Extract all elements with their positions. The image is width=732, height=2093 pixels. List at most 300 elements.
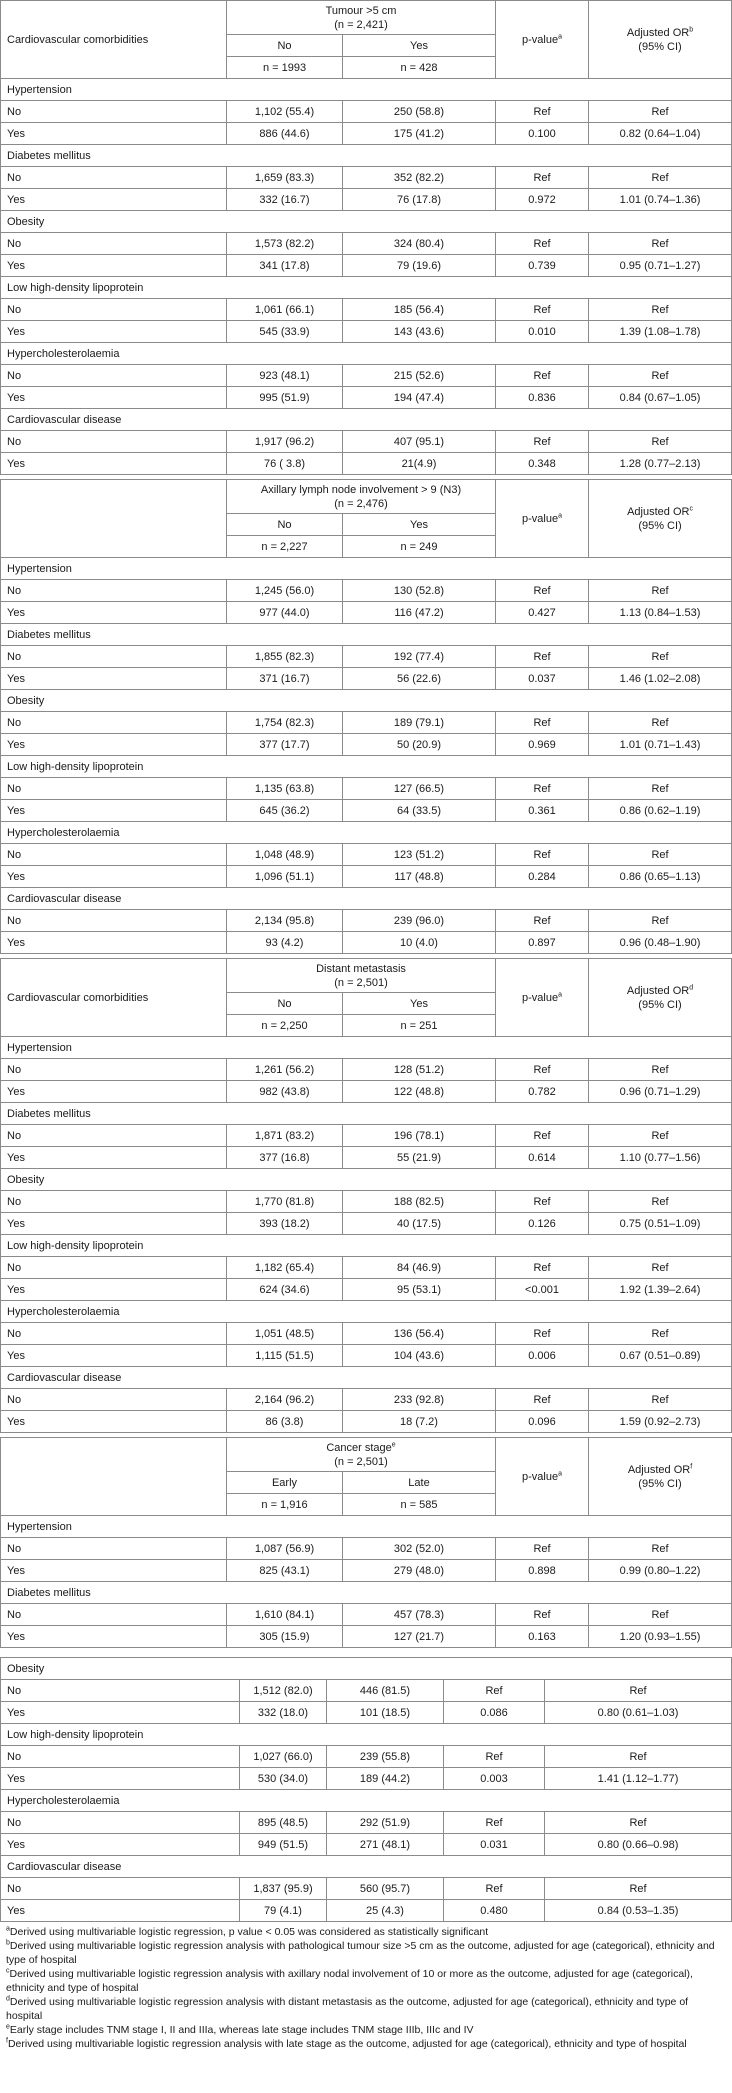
category-row <box>1 1516 732 1538</box>
or-header-sup: d <box>689 983 694 991</box>
adjusted-or: 0.86 (0.65–1.13) <box>589 866 732 888</box>
value-col-1: 886 (44.6) <box>227 123 343 145</box>
or-header-line2: (95% CI) <box>638 998 682 1011</box>
value-col-1: 977 (44.0) <box>227 602 343 624</box>
adjusted-or: Ref <box>589 1191 732 1213</box>
row-label: No <box>1 1125 227 1147</box>
value-col-1: 1,135 (63.8) <box>227 778 343 800</box>
value-col-1: 1,261 (56.2) <box>227 1059 343 1081</box>
category-label: Hypercholesterolaemia <box>1 343 732 365</box>
value-col-1: 1,102 (55.4) <box>227 101 343 123</box>
category-row <box>1 1790 732 1812</box>
p-value: Ref <box>496 431 589 453</box>
value-col-1: 1,061 (66.1) <box>227 299 343 321</box>
p-value: Ref <box>496 167 589 189</box>
value-col-2: 352 (82.2) <box>343 167 496 189</box>
value-col-2: 136 (56.4) <box>343 1323 496 1345</box>
group-n-2: n = 428 <box>343 57 496 79</box>
table-row <box>1 866 732 888</box>
row-label: No <box>1 365 227 387</box>
footnote-text: Derived using multivariable logistic regression analysis with late stage as the outcome, adjusted for age (categorical), ethnicity and type of hospital <box>7 2038 687 2050</box>
table-row <box>1 1812 732 1834</box>
adjusted-or: Ref <box>589 1323 732 1345</box>
p-value: Ref <box>496 1191 589 1213</box>
p-value: 0.782 <box>496 1081 589 1103</box>
value-col-2: 302 (52.0) <box>343 1538 496 1560</box>
value-col-1: 1,837 (95.9) <box>240 1878 327 1900</box>
category-row <box>1 1658 732 1680</box>
adjusted-or: Ref <box>589 1604 732 1626</box>
value-col-2: 117 (48.8) <box>343 866 496 888</box>
category-label: Hypertension <box>1 79 732 101</box>
table-row <box>1 734 732 756</box>
adjusted-or: 0.84 (0.67–1.05) <box>589 387 732 409</box>
table-row <box>1 1626 732 1648</box>
value-col-1: 341 (17.8) <box>227 255 343 277</box>
adjusted-or: 0.84 (0.53–1.35) <box>545 1900 732 1922</box>
table-row <box>1 1411 732 1433</box>
adjusted-or: Ref <box>589 844 732 866</box>
adjusted-or: Ref <box>545 1680 732 1702</box>
outcome-title-sup: e <box>391 1440 396 1448</box>
row-label: No <box>1 1878 240 1900</box>
footnote-text: Early stage includes TNM stage I, II and IIIa, whereas late stage includes TNM stage IIIb, IIIc and IV <box>9 2024 474 2036</box>
category-label: Diabetes mellitus <box>1 1582 732 1604</box>
row-label: No <box>1 299 227 321</box>
or-header-line1 <box>595 26 725 40</box>
row-label: Yes <box>1 734 227 756</box>
adjusted-or: 1.28 (0.77–2.13) <box>589 453 732 475</box>
footnote <box>6 1967 726 1995</box>
value-col-2: 233 (92.8) <box>343 1389 496 1411</box>
row-label: No <box>1 1680 240 1702</box>
adjusted-or: Ref <box>589 1257 732 1279</box>
adjusted-or: 1.13 (0.84–1.53) <box>589 602 732 624</box>
p-value: 0.037 <box>496 668 589 690</box>
value-col-2: 192 (77.4) <box>343 646 496 668</box>
table-row <box>1 1702 732 1724</box>
table-row <box>1 800 732 822</box>
category-row <box>1 1235 732 1257</box>
p-value: 0.126 <box>496 1213 589 1235</box>
row-label: Yes <box>1 1411 227 1433</box>
value-col-2: 128 (51.2) <box>343 1059 496 1081</box>
value-col-2: 130 (52.8) <box>343 580 496 602</box>
value-col-1: 76 ( 3.8) <box>227 453 343 475</box>
footnote-marker: a <box>6 1925 10 1933</box>
row-label: No <box>1 778 227 800</box>
p-value: Ref <box>496 233 589 255</box>
category-row <box>1 1103 732 1125</box>
group-col-2: Yes <box>343 514 496 536</box>
value-col-1: 1,048 (48.9) <box>227 844 343 866</box>
row-label: Yes <box>1 1345 227 1367</box>
or-header-text: Adjusted OR <box>626 26 690 39</box>
value-col-2: 175 (41.2) <box>343 123 496 145</box>
or-header-text: Adjusted OR <box>627 505 690 518</box>
value-col-1: 545 (33.9) <box>227 321 343 343</box>
table-row <box>1 255 732 277</box>
p-value: 0.614 <box>496 1147 589 1169</box>
value-col-1: 93 (4.2) <box>227 932 343 954</box>
p-value: 0.086 <box>444 1702 545 1724</box>
or-header <box>589 1438 732 1516</box>
category-row <box>1 145 732 167</box>
outcome-total: (n = 2,501) <box>334 976 388 989</box>
value-col-1: 995 (51.9) <box>227 387 343 409</box>
p-value: Ref <box>496 101 589 123</box>
p-value: Ref <box>496 844 589 866</box>
or-header-text: Adjusted OR <box>627 1463 691 1476</box>
table-row <box>1 1213 732 1235</box>
value-col-1: 1,245 (56.0) <box>227 580 343 602</box>
value-col-1: 305 (15.9) <box>227 1626 343 1648</box>
value-col-2: 127 (66.5) <box>343 778 496 800</box>
value-col-1: 645 (36.2) <box>227 800 343 822</box>
value-col-2: 104 (43.6) <box>343 1345 496 1367</box>
table-row <box>1 1323 732 1345</box>
p-value: Ref <box>496 1389 589 1411</box>
footnote-text: Derived using multivariable logistic regression analysis with pathological tumour size >5 cm as the outcome, adjusted for age (categorical), ethnicity and type of hospital <box>6 1940 715 1966</box>
adjusted-or: 0.96 (0.48–1.90) <box>589 932 732 954</box>
value-col-2: 185 (56.4) <box>343 299 496 321</box>
category-row <box>1 1301 732 1323</box>
table-row <box>1 712 732 734</box>
category-label: Cardiovascular disease <box>1 409 732 431</box>
value-col-2: 40 (17.5) <box>343 1213 496 1235</box>
outcome-total: (n = 2,476) <box>334 497 388 510</box>
value-col-1: 1,659 (83.3) <box>227 167 343 189</box>
row-label: Yes <box>1 1900 240 1922</box>
value-col-1: 1,096 (51.1) <box>227 866 343 888</box>
value-col-2: 446 (81.5) <box>327 1680 444 1702</box>
table-row <box>1 580 732 602</box>
category-row <box>1 211 732 233</box>
category-label: Diabetes mellitus <box>1 624 732 646</box>
group-n-1: n = 2,227 <box>227 536 343 558</box>
table-row <box>1 1680 732 1702</box>
category-row <box>1 756 732 778</box>
group-n-1: n = 1,916 <box>227 1494 343 1516</box>
p-value: Ref <box>444 1746 545 1768</box>
adjusted-or: 0.67 (0.51–0.89) <box>589 1345 732 1367</box>
row-label: No <box>1 1604 227 1626</box>
footnote-marker: e <box>6 2023 10 2031</box>
category-row <box>1 1367 732 1389</box>
category-label: Obesity <box>1 1658 732 1680</box>
adjusted-or: 1.01 (0.74–1.36) <box>589 189 732 211</box>
table-section <box>0 1657 732 1922</box>
adjusted-or: 1.39 (1.08–1.78) <box>589 321 732 343</box>
p-value: 0.010 <box>496 321 589 343</box>
group-n-2: n = 251 <box>343 1015 496 1037</box>
outcome-header <box>227 1438 496 1472</box>
table-row <box>1 1746 732 1768</box>
table-row <box>1 1900 732 1922</box>
value-col-2: 116 (47.2) <box>343 602 496 624</box>
footnote-marker: b <box>6 1939 10 1947</box>
footnote-marker: c <box>6 1967 10 1975</box>
value-col-2: 123 (51.2) <box>343 844 496 866</box>
value-col-1: 377 (16.8) <box>227 1147 343 1169</box>
adjusted-or: Ref <box>589 299 732 321</box>
row-label: No <box>1 910 227 932</box>
p-value-header <box>496 480 589 558</box>
table-row <box>1 233 732 255</box>
row-label: Yes <box>1 1213 227 1235</box>
group-col-1: No <box>227 35 343 57</box>
or-header-line2: (95% CI) <box>638 40 682 53</box>
value-col-2: 292 (51.9) <box>327 1812 444 1834</box>
or-header <box>589 480 732 558</box>
or-header-line2: (95% CI) <box>638 1477 682 1490</box>
adjusted-or: Ref <box>545 1812 732 1834</box>
outcome-header <box>227 1 496 35</box>
group-col-1: No <box>227 514 343 536</box>
adjusted-or: 0.99 (0.80–1.22) <box>589 1560 732 1582</box>
category-label: Diabetes mellitus <box>1 145 732 167</box>
table-row <box>1 668 732 690</box>
row-label: No <box>1 1257 227 1279</box>
category-label: Low high-density lipoprotein <box>1 756 732 778</box>
row-label: No <box>1 1812 240 1834</box>
adjusted-or: 0.80 (0.66–0.98) <box>545 1834 732 1856</box>
row-label: No <box>1 167 227 189</box>
group-n-1: n = 1993 <box>227 57 343 79</box>
value-col-1: 377 (17.7) <box>227 734 343 756</box>
footnote <box>6 2023 726 2037</box>
value-col-2: 196 (78.1) <box>343 1125 496 1147</box>
footnote-text: Derived using multivariable logistic regression analysis with distant metastasis as the outcome, adjusted for age (categorical), ethnicity and type of hospital <box>6 1996 689 2022</box>
value-col-2: 18 (7.2) <box>343 1411 496 1433</box>
row-label: Yes <box>1 1702 240 1724</box>
value-col-1: 982 (43.8) <box>227 1081 343 1103</box>
value-col-1: 1,855 (82.3) <box>227 646 343 668</box>
value-col-1: 1,573 (82.2) <box>227 233 343 255</box>
adjusted-or: Ref <box>545 1878 732 1900</box>
row-label: Yes <box>1 866 227 888</box>
value-col-1: 1,754 (82.3) <box>227 712 343 734</box>
value-col-2: 189 (79.1) <box>343 712 496 734</box>
p-value: Ref <box>444 1680 545 1702</box>
row-label: No <box>1 580 227 602</box>
table-row <box>1 1878 732 1900</box>
p-value: Ref <box>496 712 589 734</box>
value-col-1: 371 (16.7) <box>227 668 343 690</box>
adjusted-or: 0.96 (0.71–1.29) <box>589 1081 732 1103</box>
value-col-2: 10 (4.0) <box>343 932 496 954</box>
row-label: No <box>1 1191 227 1213</box>
value-col-2: 101 (18.5) <box>327 1702 444 1724</box>
group-col-2: Yes <box>343 35 496 57</box>
p-value: 0.480 <box>444 1900 545 1922</box>
value-col-1: 2,134 (95.8) <box>227 910 343 932</box>
p-value: 0.427 <box>496 602 589 624</box>
category-row <box>1 1582 732 1604</box>
category-label: Cardiovascular disease <box>1 1367 732 1389</box>
adjusted-or: Ref <box>589 1538 732 1560</box>
row-label: No <box>1 844 227 866</box>
value-col-2: 79 (19.6) <box>343 255 496 277</box>
outcome-header <box>227 959 496 993</box>
table-row <box>1 1604 732 1626</box>
category-label: Hypercholesterolaemia <box>1 1301 732 1323</box>
p-value: Ref <box>496 646 589 668</box>
outcome-header <box>227 480 496 514</box>
row-label: Yes <box>1 453 227 475</box>
table-row <box>1 1191 732 1213</box>
value-col-2: 84 (46.9) <box>343 1257 496 1279</box>
footnote <box>6 1925 726 1939</box>
row-label: No <box>1 1059 227 1081</box>
category-row <box>1 1724 732 1746</box>
table-section <box>0 0 732 475</box>
category-label: Hypertension <box>1 1037 732 1059</box>
row-label: Yes <box>1 189 227 211</box>
p-value-header-text: p-value <box>522 991 559 1004</box>
value-col-2: 279 (48.0) <box>343 1560 496 1582</box>
outcome-title <box>233 1441 489 1455</box>
p-value: Ref <box>496 580 589 602</box>
row-label: Yes <box>1 255 227 277</box>
footnote <box>6 1995 726 2023</box>
value-col-1: 79 (4.1) <box>240 1900 327 1922</box>
outcome-title-text: Axillary lymph node involvement > 9 (N3) <box>260 483 462 496</box>
adjusted-or: Ref <box>545 1746 732 1768</box>
category-row <box>1 277 732 299</box>
group-col-1: No <box>227 993 343 1015</box>
table-row <box>1 932 732 954</box>
value-col-2: 122 (48.8) <box>343 1081 496 1103</box>
adjusted-or: 0.95 (0.71–1.27) <box>589 255 732 277</box>
outcome-title-text: Cancer stage <box>326 1441 392 1454</box>
p-value: 0.163 <box>496 1626 589 1648</box>
p-value: <0.001 <box>496 1279 589 1301</box>
footnote-text: Derived using multivariable logistic regression, p value < 0.05 was considered as statistically significant <box>9 1926 489 1938</box>
value-col-1: 332 (18.0) <box>240 1702 327 1724</box>
table-section <box>0 958 732 1433</box>
p-value: 0.969 <box>496 734 589 756</box>
p-value-header-sup: a <box>558 1469 562 1477</box>
value-col-1: 1,115 (51.5) <box>227 1345 343 1367</box>
table-row <box>1 321 732 343</box>
group-col-2: Yes <box>343 993 496 1015</box>
p-value: Ref <box>496 778 589 800</box>
value-col-2: 215 (52.6) <box>343 365 496 387</box>
category-label: Obesity <box>1 1169 732 1191</box>
value-col-2: 239 (96.0) <box>343 910 496 932</box>
value-col-1: 923 (48.1) <box>227 365 343 387</box>
value-col-2: 194 (47.4) <box>343 387 496 409</box>
category-row <box>1 1037 732 1059</box>
p-value: Ref <box>496 299 589 321</box>
table-row <box>1 1538 732 1560</box>
p-value-header-sup: a <box>558 511 562 519</box>
p-value-header <box>496 959 589 1037</box>
table-row <box>1 365 732 387</box>
footnote-marker: d <box>6 1995 10 2003</box>
value-col-2: 95 (53.1) <box>343 1279 496 1301</box>
table-row <box>1 1389 732 1411</box>
value-col-1: 1,051 (48.5) <box>227 1323 343 1345</box>
adjusted-or: 1.20 (0.93–1.55) <box>589 1626 732 1648</box>
value-col-1: 825 (43.1) <box>227 1560 343 1582</box>
outcome-total: (n = 2,421) <box>334 18 388 31</box>
table-row <box>1 1059 732 1081</box>
category-label: Obesity <box>1 690 732 712</box>
p-value: 0.003 <box>444 1768 545 1790</box>
row-label: No <box>1 1389 227 1411</box>
table-row <box>1 910 732 932</box>
group-col-2: Late <box>343 1472 496 1494</box>
category-row <box>1 1856 732 1878</box>
outcome-title <box>233 483 489 497</box>
value-col-1: 1,770 (81.8) <box>227 1191 343 1213</box>
outcome-title-text: Tumour >5 cm <box>325 4 397 17</box>
table-row <box>1 1125 732 1147</box>
p-value: 0.898 <box>496 1560 589 1582</box>
value-col-2: 143 (43.6) <box>343 321 496 343</box>
table-row <box>1 189 732 211</box>
value-col-2: 457 (78.3) <box>343 1604 496 1626</box>
p-value-header <box>496 1 589 79</box>
p-value: 0.361 <box>496 800 589 822</box>
adjusted-or: Ref <box>589 910 732 932</box>
value-col-2: 64 (33.5) <box>343 800 496 822</box>
row-label: No <box>1 431 227 453</box>
p-value: 0.100 <box>496 123 589 145</box>
table-row <box>1 1279 732 1301</box>
row-label: Yes <box>1 1560 227 1582</box>
table-row <box>1 1345 732 1367</box>
or-header-line1 <box>595 1463 725 1477</box>
category-label: Hypercholesterolaemia <box>1 822 732 844</box>
p-value: Ref <box>496 910 589 932</box>
value-col-1: 1,087 (56.9) <box>227 1538 343 1560</box>
category-row <box>1 888 732 910</box>
or-header <box>589 959 732 1037</box>
p-value: 0.031 <box>444 1834 545 1856</box>
adjusted-or: Ref <box>589 580 732 602</box>
row-label: No <box>1 1746 240 1768</box>
adjusted-or: 1.10 (0.77–1.56) <box>589 1147 732 1169</box>
row-heading: Cardiovascular comorbidities <box>1 959 227 1037</box>
value-col-1: 1,027 (66.0) <box>240 1746 327 1768</box>
row-heading: Cardiovascular comorbidities <box>1 1 227 79</box>
table-row <box>1 1147 732 1169</box>
p-value: 0.348 <box>496 453 589 475</box>
adjusted-or: Ref <box>589 1125 732 1147</box>
row-label: Yes <box>1 1626 227 1648</box>
row-label: No <box>1 712 227 734</box>
p-value: Ref <box>444 1878 545 1900</box>
category-row <box>1 409 732 431</box>
p-value-header-sup: a <box>558 32 562 40</box>
or-header-line1 <box>595 984 725 998</box>
table-row <box>1 431 732 453</box>
value-col-1: 332 (16.7) <box>227 189 343 211</box>
value-col-2: 25 (4.3) <box>327 1900 444 1922</box>
row-label: Yes <box>1 668 227 690</box>
row-label: Yes <box>1 1768 240 1790</box>
group-n-1: n = 2,250 <box>227 1015 343 1037</box>
table-section <box>0 479 732 954</box>
value-col-2: 55 (21.9) <box>343 1147 496 1169</box>
value-col-2: 50 (20.9) <box>343 734 496 756</box>
row-heading <box>1 1438 227 1516</box>
p-value: 0.836 <box>496 387 589 409</box>
table-row <box>1 646 732 668</box>
